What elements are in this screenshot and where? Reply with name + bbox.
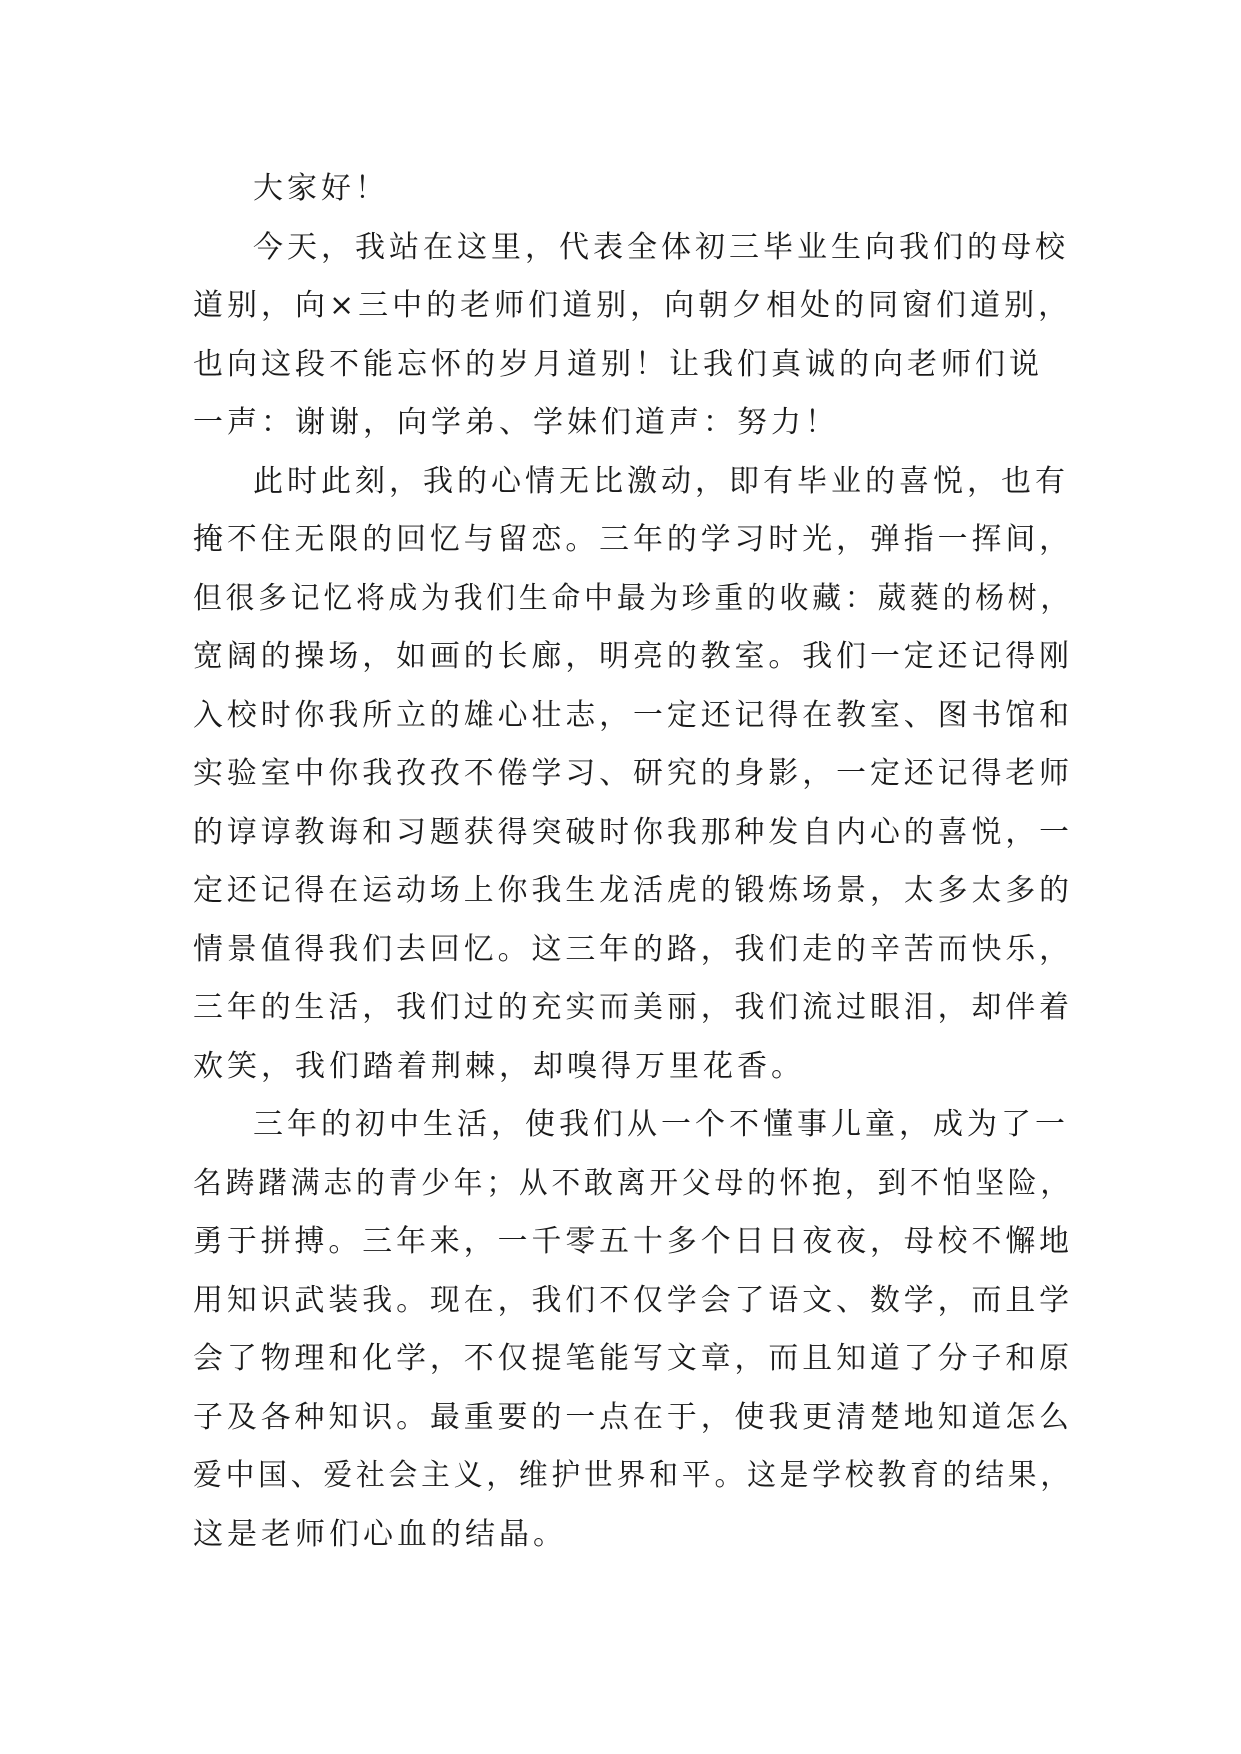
text-line: 掩不住无限的回忆与留恋。三年的学习时光，弹指一挥间，: [193, 522, 1074, 557]
text-line: 子及各种知识。最重要的一点在于，使我更清楚地知道怎么: [193, 1399, 1074, 1435]
text-line: 此时此刻，我的心情无比激动，即有毕业的喜悦，也有: [253, 463, 1069, 499]
text-line: 的谆谆教诲和习题获得突破时你我那种发自内心的喜悦，一: [193, 814, 1074, 850]
text-line: 三年的生活，我们过的充实而美丽，我们流过眼泪，却伴着: [193, 990, 1074, 1025]
text-line: 道别，向×三中的老师们道别，向朝夕相处的同窗们道别，: [193, 288, 1073, 323]
paragraph-farewell: [193, 219, 1073, 453]
text-line: 一声：谢谢，向学弟、学妹们道声：努力！: [193, 405, 839, 440]
paragraph-growth: [193, 1096, 1073, 1564]
text-line: 爱中国、爱社会主义，维护世界和平。这是学校教育的结果，: [193, 1458, 1073, 1493]
text-line: 三年的初中生活，使我们从一个不懂事儿童，成为了一: [253, 1107, 1069, 1142]
text-line: 用知识武装我。现在，我们不仅学会了语文、数学，而且学: [193, 1282, 1074, 1318]
text-line: 但很多记忆将成为我们生命中最为珍重的收藏：葳蕤的杨树，: [193, 580, 1073, 616]
text-line: 大家好！: [253, 171, 389, 206]
text-line: 今天，我站在这里，代表全体初三毕业生向我们的母校: [253, 229, 1069, 265]
speech-text: [193, 160, 1073, 1564]
text-line: 也向这段不能忘怀的岁月道别！让我们真诚的向老师们说: [193, 346, 1043, 382]
text-line: 实验室中你我孜孜不倦学习、研究的身影，一定还记得老师: [193, 756, 1074, 791]
text-line: 欢笑，我们踏着荆棘，却嗅得万里花香。: [193, 1048, 805, 1084]
text-line: 入校时你我所立的雄心壮志，一定还记得在教室、图书馆和: [193, 697, 1074, 733]
text-line: 定还记得在运动场上你我生龙活虎的锻炼场景，太多太多的: [193, 873, 1074, 908]
paragraph-greeting: [193, 160, 1073, 219]
text-line: 宽阔的操场，如画的长廊，明亮的教室。我们一定还记得刚: [193, 639, 1074, 674]
paragraph-memories: [193, 453, 1073, 1097]
text-line: 勇于拼搏。三年来，一千零五十多个日日夜夜，母校不懈地: [193, 1224, 1074, 1259]
text-line: 会了物理和化学，不仅提笔能写文章，而且知道了分子和原: [193, 1341, 1074, 1376]
text-line: 名踌躇满志的青少年；从不敢离开父母的怀抱，到不怕坚险，: [193, 1165, 1073, 1201]
text-line: 情景值得我们去回忆。这三年的路，我们走的辛苦而快乐，: [193, 931, 1074, 967]
text-line: 这是老师们心血的结晶。: [193, 1516, 567, 1552]
